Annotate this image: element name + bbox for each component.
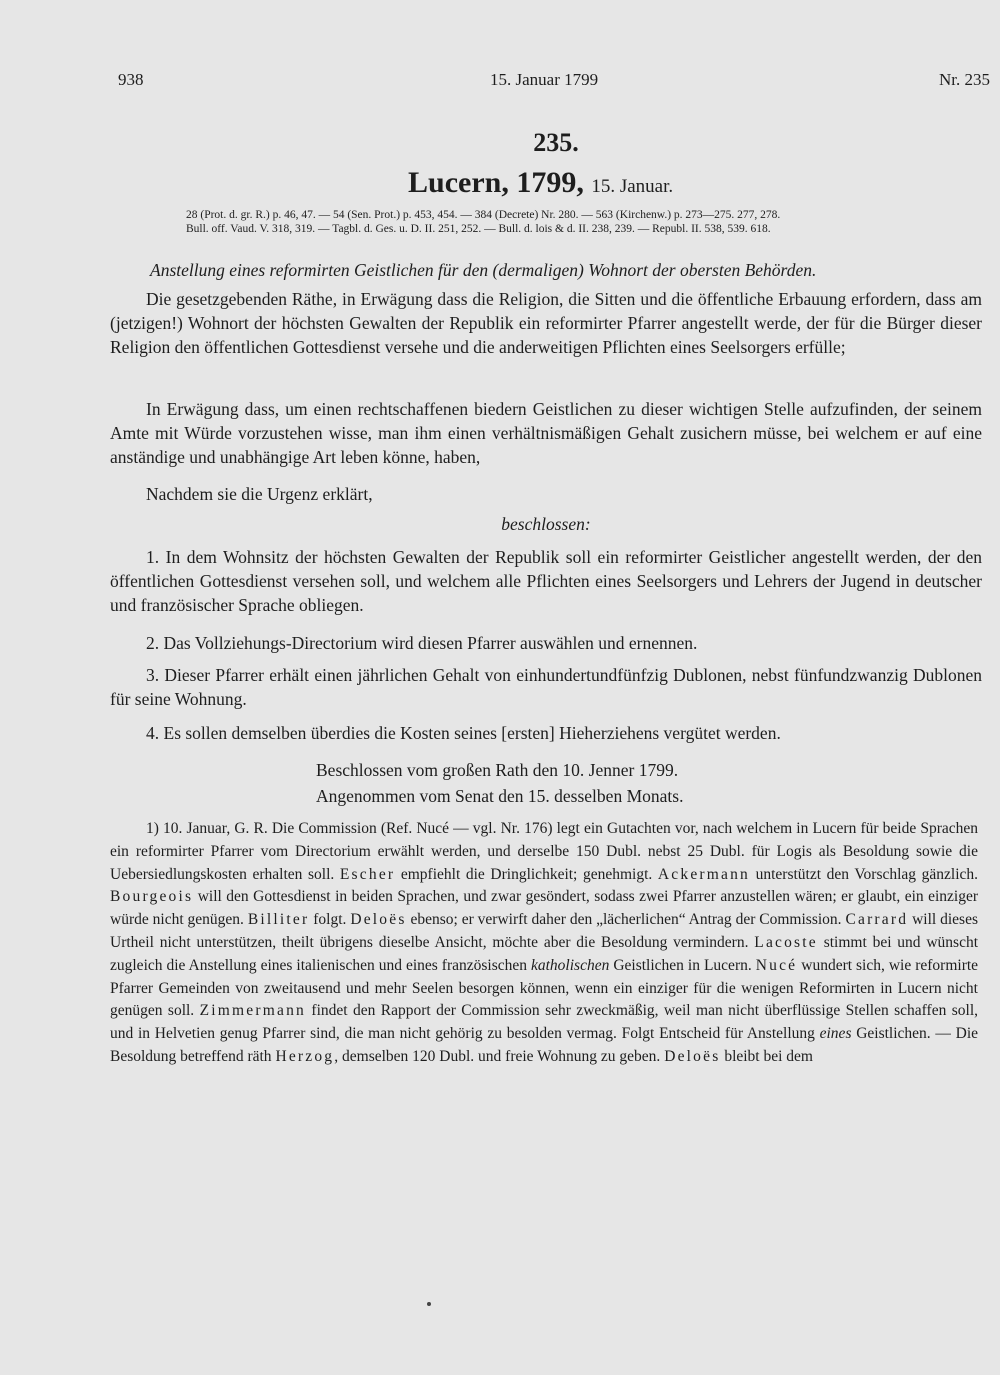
urgency-clause: Nachdem sie die Urgenz erklärt, bbox=[146, 484, 373, 504]
note-text: will den Gottesdienst in beiden Sprachen, und zwar gesöndert, sodass zwei Pfarrer anzustellen wären; er glaubt, ein einziger würde nicht genügen. bbox=[110, 888, 979, 929]
footnote-text bbox=[110, 818, 978, 1069]
source-line: Bull. off. Vaud. V. 318, 319. — Tagbl. d. Ges. u. D. II. 251, 252. — Bull. d. lois & d. II. 238, 239. — Republ. II. 538, 539. 618. bbox=[186, 223, 771, 235]
closing-line-1: Beschlossen vom großen Rath den 10. Jenner 1799. bbox=[316, 760, 679, 780]
resolved-line bbox=[110, 512, 982, 536]
note-text: Geistlichen in Lucern. bbox=[613, 956, 752, 974]
speaker-name: Herzog bbox=[275, 1047, 335, 1065]
article-2: 2. Das Vollziehungs-Directorium wird diesen Pfarrer auswählen und ernennen. bbox=[146, 633, 698, 653]
speaker-name: Deloës bbox=[350, 911, 407, 929]
source-references bbox=[186, 208, 926, 236]
speaker-name: Deloës bbox=[664, 1047, 721, 1065]
article-3: 3. Dieser Pfarrer erhält einen jährlichen Gehalt von einhundertundfünfzig Dublonen, nebst fünfundzwanzig Dublonen für seine Wohnung. bbox=[110, 665, 982, 709]
preamble-3 bbox=[110, 482, 982, 506]
article-4: 4. Es sollen demselben überdies die Kosten seines [ersten] Hieherziehens vergütet werden. bbox=[146, 723, 781, 743]
preamble bbox=[110, 287, 982, 359]
note-text: findet den Rapport der Commission sehr zweckmäßig, weil man nicht überflüssige Stellen schaffen soll, und in Helvetien genug Pfarrer sind, die man nicht gehörig zu besolden vermag. Folgt Entscheid für Anstellung bbox=[110, 1002, 979, 1043]
footnote bbox=[110, 818, 978, 1069]
article-1-block bbox=[110, 545, 982, 617]
heading-place-year: Lucern, 1799, bbox=[408, 166, 584, 199]
speaker-name: Ackermann bbox=[657, 865, 750, 883]
note-text: bleibt bei dem bbox=[724, 1047, 813, 1065]
speaker-name: Zimmermann bbox=[199, 1002, 306, 1020]
note-text: ebenso; er verwirft daher den „lächerlichen“ Antrag der Commission. bbox=[410, 911, 842, 929]
document-subtitle: Anstellung eines reformirten Geistlichen für den (dermaligen) Wohnort der obersten Behörden. bbox=[150, 260, 817, 280]
document-heading bbox=[408, 166, 673, 200]
note-text: unterstützt den Vorschlag gänzlich. bbox=[755, 865, 979, 883]
note-text: will dieses Urtheil nicht unterstützen, theilt übrigens dieselbe Ansicht, möchte aber die Besoldung vermindern. bbox=[110, 911, 978, 951]
note-text: Geistlichen. — Die Besoldung betreffend räth bbox=[110, 1025, 979, 1065]
article-3-block bbox=[110, 663, 982, 711]
article-1: 1. In dem Wohnsitz der höchsten Gewalten der Republik soll ein reformirter Geistlicher angestellt werden, der den öffentlichen Gottesdienst versehen soll, und welchem alle Pflichten eines Seelsorgers und Lehrers der Jugend in deutscher und französischer Sprache obliegen. bbox=[110, 547, 982, 615]
speaker-name: Escher bbox=[339, 865, 396, 883]
note-text: stimmt bei und wünscht zugleich die Anstellung eines italienischen und eines französischen bbox=[110, 933, 979, 974]
emphasis-text: katholischen bbox=[531, 956, 610, 974]
note-text: folgt. bbox=[313, 911, 347, 929]
page-number: 938 bbox=[118, 70, 144, 89]
speaker-name: Bourgeois bbox=[110, 888, 194, 906]
note-text: 1) 10. Januar, G. R. Die Commission (Ref. Nucé — vgl. Nr. 176) legt ein Gutachten vor, nach welchem in Lucern für beide Sprachen ein reformirter Pfarrer vom Directorium erwählt werden, und derselbe 150 Dubl. nebst 25 Dubl. für Logis als Besoldung sowie die Uebersiedlungskosten erhalten soll. bbox=[110, 820, 978, 883]
preamble-paragraph-1: Die gesetzgebenden Räthe, in Erwägung dass die Religion, die Sitten und die öffentliche Erbauung erfordern, dass am (jetzigen!) Wohnort der höchsten Gewalten der Republik ein reformirter Pfarrer angestellt werde, der für die Bürger dieser Religion den öffentlichen Gottesdienst versehe und die anderweitigen Pflichten eines Seelsorgers erfülle; bbox=[110, 289, 982, 357]
note-text: , demselben 120 Dubl. und freie Wohnung zu geben. bbox=[334, 1047, 661, 1065]
preamble-paragraph-2: In Erwägung dass, um einen rechtschaffenen biedern Geistlichen zu dieser wichtigen Stelle aufzufinden, der seinem Amte mit Würde vorzustehen wisse, man ihm einen verhältnismäßigen Gehalt zusichern müsse, bei welchem er auf eine anständige und unabhängige Art leben könne, haben, bbox=[110, 399, 982, 467]
ink-speck bbox=[427, 1302, 431, 1306]
header-doc-ref: Nr. 235 bbox=[939, 70, 990, 89]
document-number: 235. bbox=[533, 128, 579, 157]
note-text: wundert sich, wie reformirte Pfarrer Gemeinden von zweitausend und mehr Seelen besorgen können, wenn ein einziger für die wenigen Reformirten in Lucern nicht genügen soll. bbox=[110, 956, 979, 1020]
emphasis-text: eines bbox=[819, 1025, 852, 1043]
speaker-name: Nucé bbox=[755, 956, 798, 974]
article-2-block bbox=[110, 631, 982, 655]
speaker-name: Carrard bbox=[845, 911, 909, 929]
heading-date: 15. Januar. bbox=[591, 176, 674, 197]
resolved-heading: beschlossen: bbox=[501, 514, 591, 534]
speaker-name: Lacoste bbox=[754, 933, 818, 951]
article-4-block bbox=[110, 721, 982, 745]
header-date: 15. Januar 1799 bbox=[490, 70, 599, 89]
speaker-name: Billiter bbox=[247, 911, 310, 929]
note-text: empfiehlt die Dringlichkeit; genehmigt. bbox=[400, 865, 653, 883]
source-line: 28 (Prot. d. gr. R.) p. 46, 47. — 54 (Sen. Prot.) p. 453, 454. — 384 (Decrete) Nr. 280. — 563 (Kirchenw.) p. 273—275. 277, 278. bbox=[186, 209, 781, 221]
closing-line-2: Angenommen vom Senat den 15. desselben Monats. bbox=[316, 786, 684, 806]
preamble-2 bbox=[110, 397, 982, 469]
